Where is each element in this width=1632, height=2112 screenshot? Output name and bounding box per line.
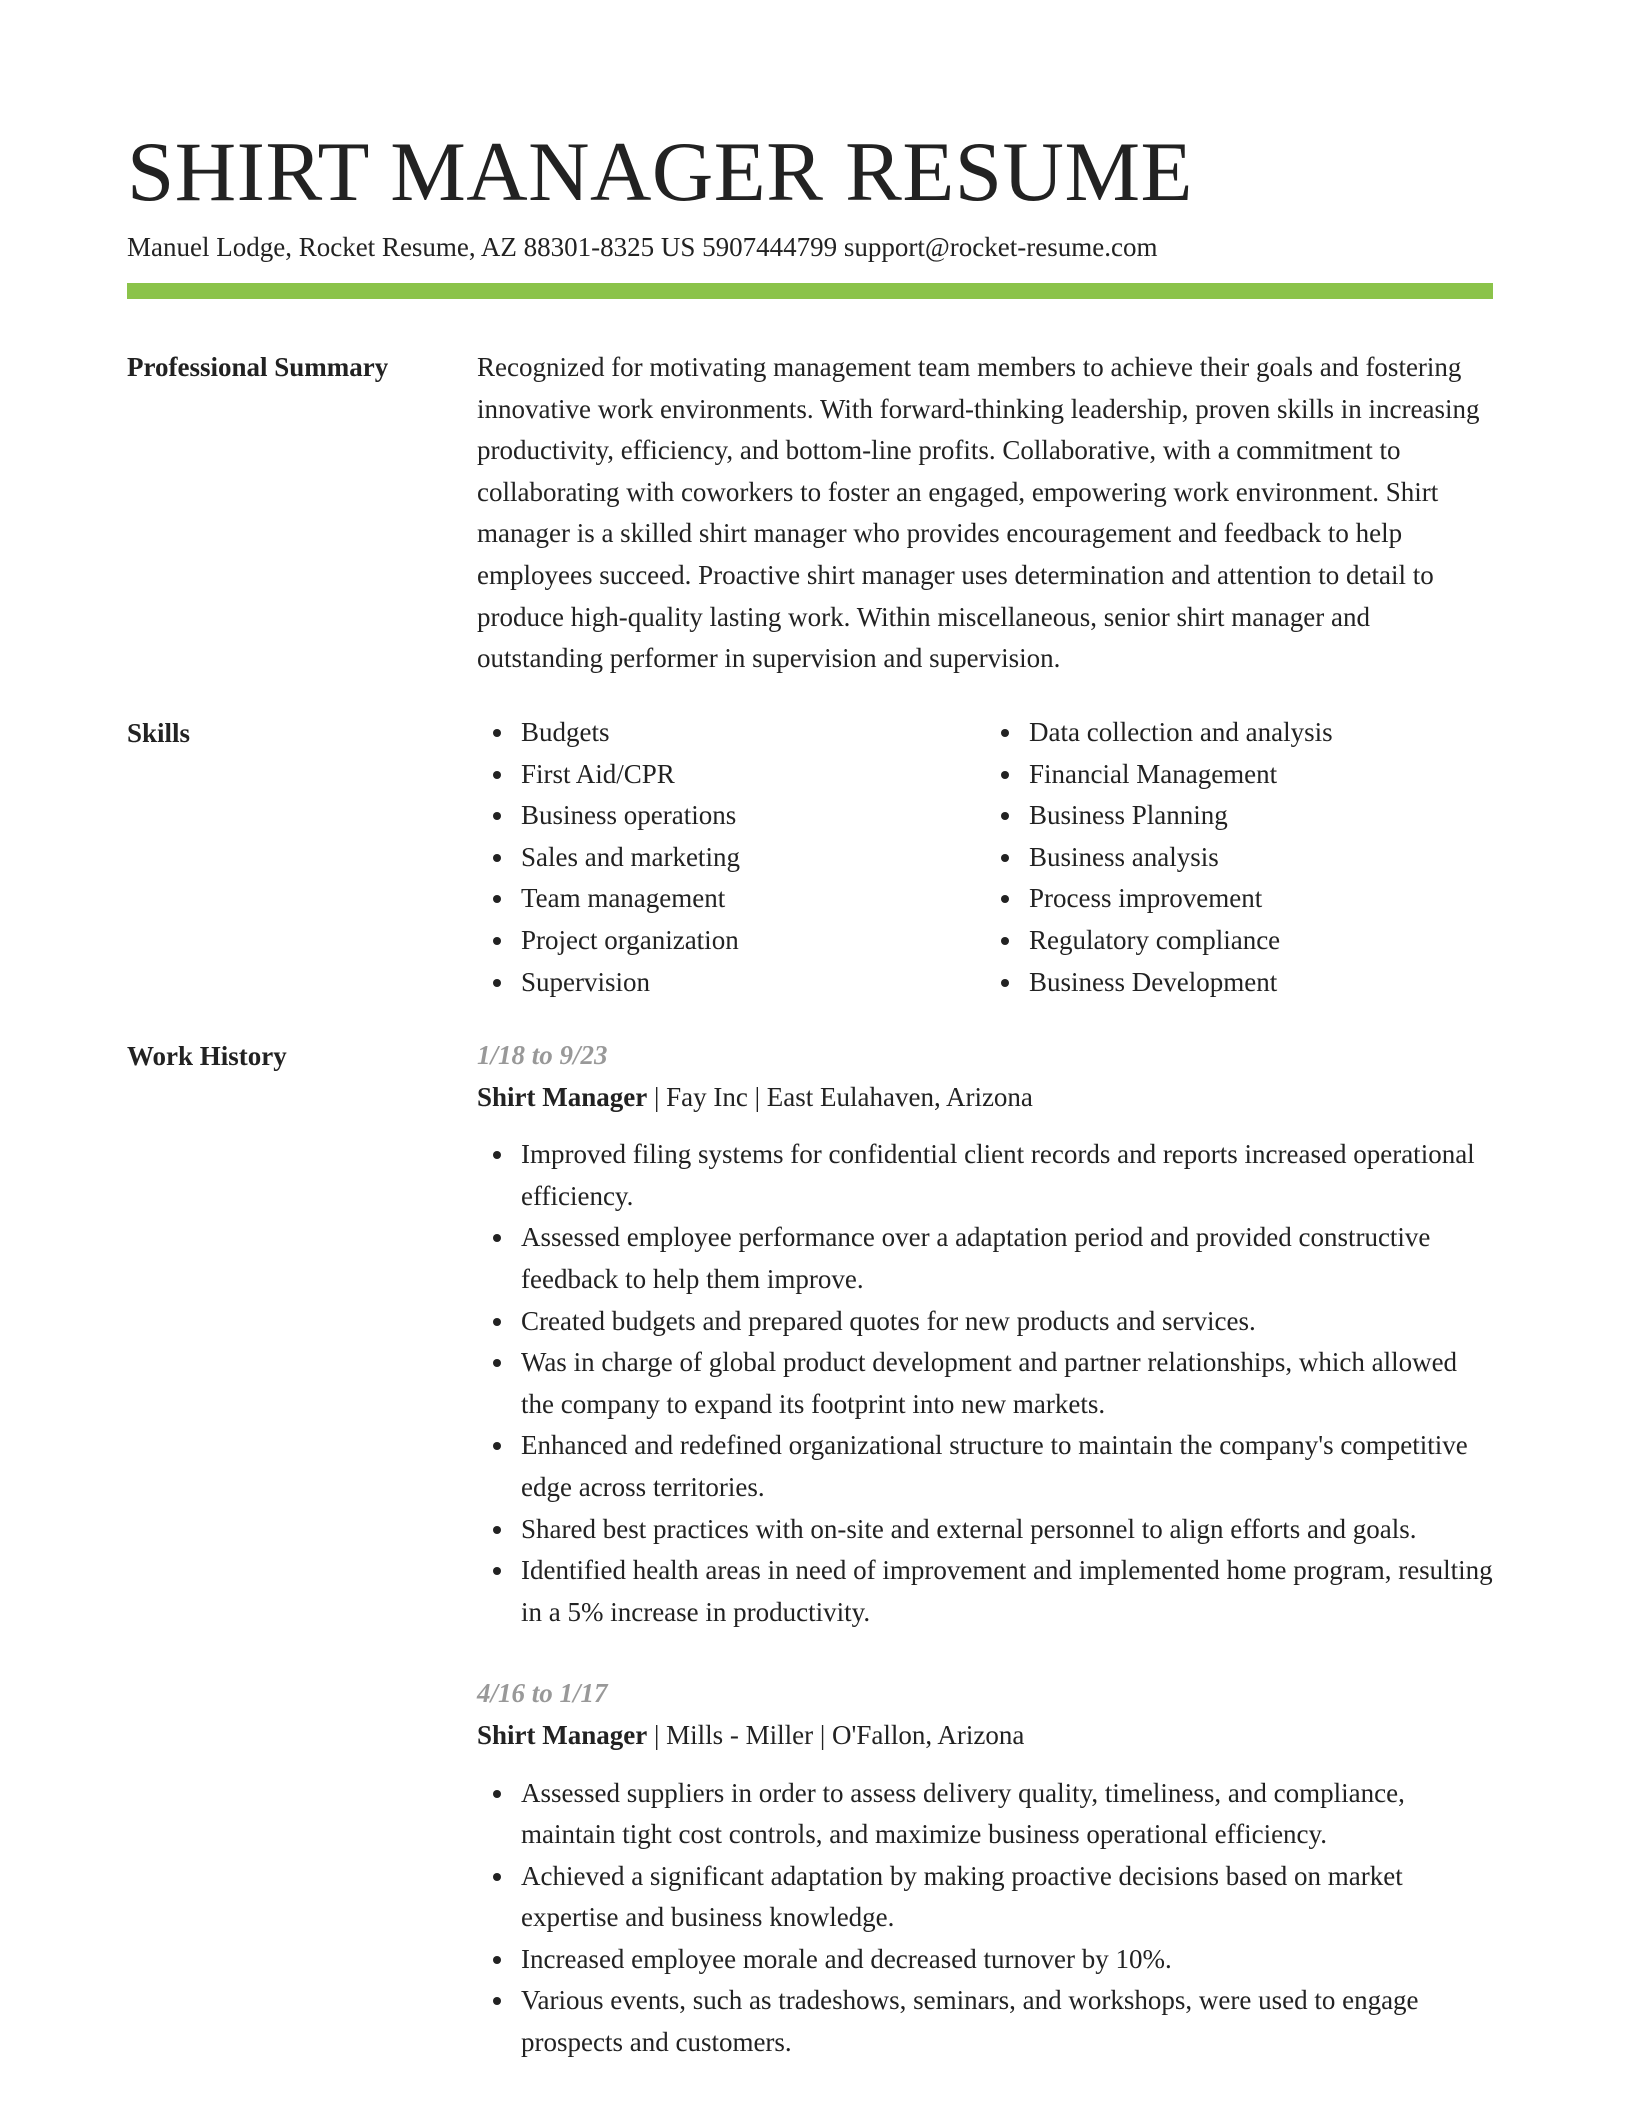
job-dates: 1/18 to 9/23 [477, 1040, 608, 1070]
skill-item: Business operations [521, 795, 985, 837]
job-heading [477, 1077, 1493, 1119]
job-bullet: Increased employee morale and decreased turnover by 10%. [521, 1939, 1493, 1981]
skills-list-right [985, 712, 1493, 1003]
skill-item: Team management [521, 878, 985, 920]
skill-item: Business analysis [1029, 837, 1493, 879]
skill-item: Sales and marketing [521, 837, 985, 879]
resume-title: SHIRT MANAGER RESUME [127, 125, 1193, 219]
job-bullets [477, 1773, 1493, 2064]
skill-item: Business Planning [1029, 795, 1493, 837]
job-bullet: Various events, such as tradeshows, seminars, and workshops, were used to engage prospects and customers. [521, 1980, 1493, 2063]
job-title: Shirt Manager [477, 1081, 648, 1112]
skill-item: Business Development [1029, 962, 1493, 1004]
contact-line: Manuel Lodge, Rocket Resume, AZ 88301-8325 US 5907444799 support@rocket-resume.com [127, 232, 1158, 262]
skill-item: Regulatory compliance [1029, 920, 1493, 962]
job-bullet: Improved filing systems for confidential client records and reports increased operational efficiency. [521, 1134, 1493, 1217]
skill-item: Budgets [521, 712, 985, 754]
skills-body [477, 712, 1493, 1003]
work-history-body [477, 1035, 1493, 2104]
skill-item: First Aid/CPR [521, 754, 985, 796]
job-bullet: Identified health areas in need of improvement and implemented home program, resulting in a 5% increase in productivity. [521, 1550, 1493, 1633]
job-bullets [477, 1134, 1493, 1633]
job-dates: 4/16 to 1/17 [477, 1678, 608, 1709]
header-divider [127, 283, 1493, 299]
job-bullet: Created budgets and prepared quotes for new products and services. [521, 1301, 1493, 1343]
skill-item: Data collection and analysis [1029, 712, 1493, 754]
job-heading [477, 1715, 1493, 1757]
summary-text: Recognized for motivating management team members to achieve their goals and fostering innovative work environments. With forward-thinking leadership, proven skills in increasing productivity, efficiency, and bottom-line profits. Collaborative, with a commitment to collaborating with coworkers to foster an engaged, empowering work environment. Shirt manager is a skilled shirt manager who provides encouragement and feedback to help employees succeed. Proactive shirt manager uses determination and attention to detail to produce high-quality lasting work. Within miscellaneous, senior shirt manager and outstanding performer in supervision and supervision. [477, 352, 1480, 674]
skill-item: Financial Management [1029, 754, 1493, 796]
job-entry [477, 1035, 1493, 1633]
job-bullet: Was in charge of global product development and partner relationships, which allowed the company to expand its footprint into new markets. [521, 1342, 1493, 1425]
summary-body [477, 347, 1493, 680]
job-bullet: Enhanced and redefined organizational structure to maintain the company's competitive edge across territories. [521, 1425, 1493, 1508]
job-details: | Mills - Miller | O'Fallon, Arizona [647, 1719, 1025, 1750]
skills-label: Skills [127, 718, 191, 748]
skill-item: Process improvement [1029, 878, 1493, 920]
job-bullet: Shared best practices with on-site and external personnel to align efforts and goals. [521, 1509, 1493, 1551]
skill-item: Project organization [521, 920, 985, 962]
skill-item: Supervision [521, 962, 985, 1004]
job-bullet: Achieved a significant adaptation by making proactive decisions based on market expertise and business knowledge. [521, 1856, 1493, 1939]
job-bullet: Assessed suppliers in order to assess delivery quality, timeliness, and compliance, maintain tight cost controls, and maximize business operational efficiency. [521, 1773, 1493, 1856]
summary-label: Professional Summary [127, 352, 389, 382]
skills-list-left [477, 712, 985, 1003]
job-title: Shirt Manager [477, 1719, 648, 1750]
job-details: | Fay Inc | East Eulahaven, Arizona [647, 1081, 1033, 1112]
job-entry [477, 1673, 1493, 2063]
work-history-label: Work History [127, 1041, 287, 1071]
job-bullet: Assessed employee performance over a adaptation period and provided constructive feedback to help them improve. [521, 1217, 1493, 1300]
